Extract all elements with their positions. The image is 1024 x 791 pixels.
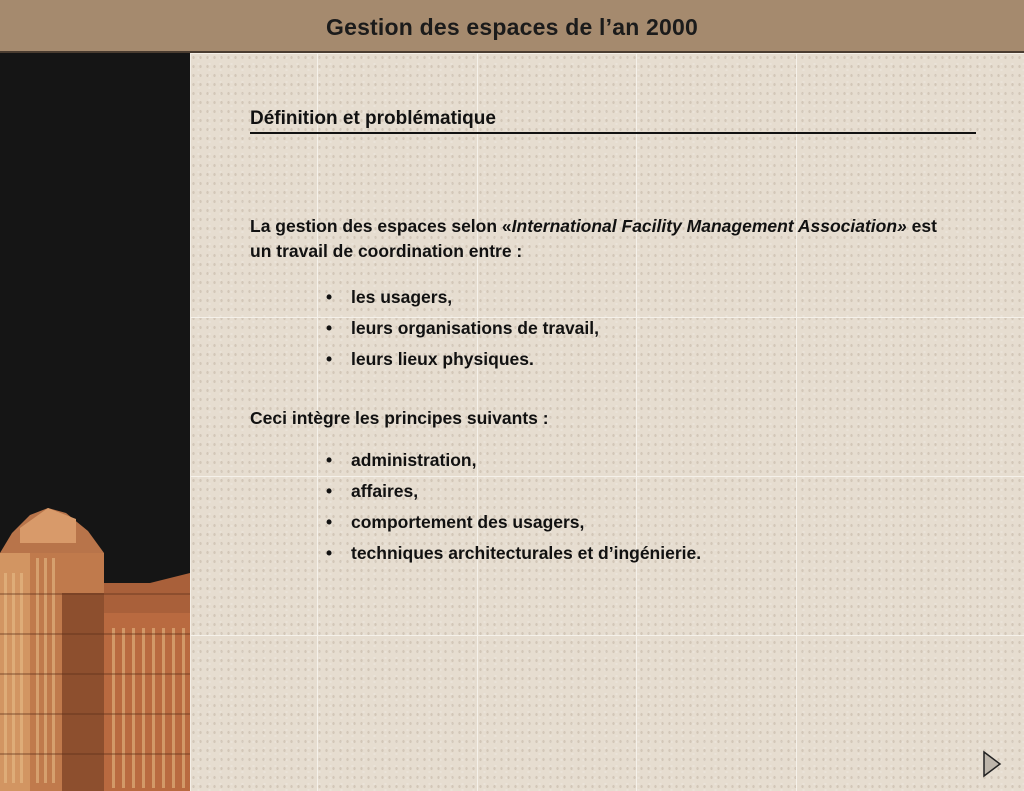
list-item: • comportement des usagers, [326, 510, 701, 541]
bullet-icon: • [326, 450, 333, 470]
grid-line [190, 317, 1024, 318]
bullet-icon: • [326, 481, 333, 501]
bullet-icon: • [326, 349, 333, 369]
list-item: • techniques architecturales et d’ingénierie. [326, 541, 701, 572]
sidebar [0, 53, 190, 791]
grid-line [796, 53, 797, 791]
list-item: • leurs organisations de travail, [326, 316, 599, 347]
title-bar [0, 0, 1024, 53]
list-item: • leurs lieux physiques. [326, 347, 599, 378]
intro-prefix: La gestion des espaces selon « [250, 216, 512, 236]
bullet-icon: • [326, 512, 333, 532]
list-item: • administration, [326, 448, 701, 479]
principles-heading: Ceci intègre les principes suivants : [250, 408, 549, 428]
play-triangle-icon [980, 749, 1004, 779]
list-item: • les usagers, [326, 285, 599, 316]
bullet-icon: • [326, 287, 333, 307]
principles-list [326, 448, 701, 572]
bullet-icon: • [326, 543, 333, 563]
section-heading: Définition et problématique [250, 108, 976, 134]
slide-title: Gestion des espaces de l’an 2000 [325, 14, 699, 40]
list-item: • affaires, [326, 479, 701, 510]
grid-line [190, 635, 1024, 636]
intro-paragraph [250, 214, 950, 264]
bullet-icon: • [326, 318, 333, 338]
buildings-image [0, 53, 190, 791]
organisation-name: International Facility Management Association» [511, 216, 907, 236]
next-slide-button[interactable] [980, 749, 1004, 779]
grid-line [636, 53, 637, 791]
intro-suffix: est un travail de coordination entre : [250, 216, 937, 261]
coordination-list [326, 285, 599, 378]
